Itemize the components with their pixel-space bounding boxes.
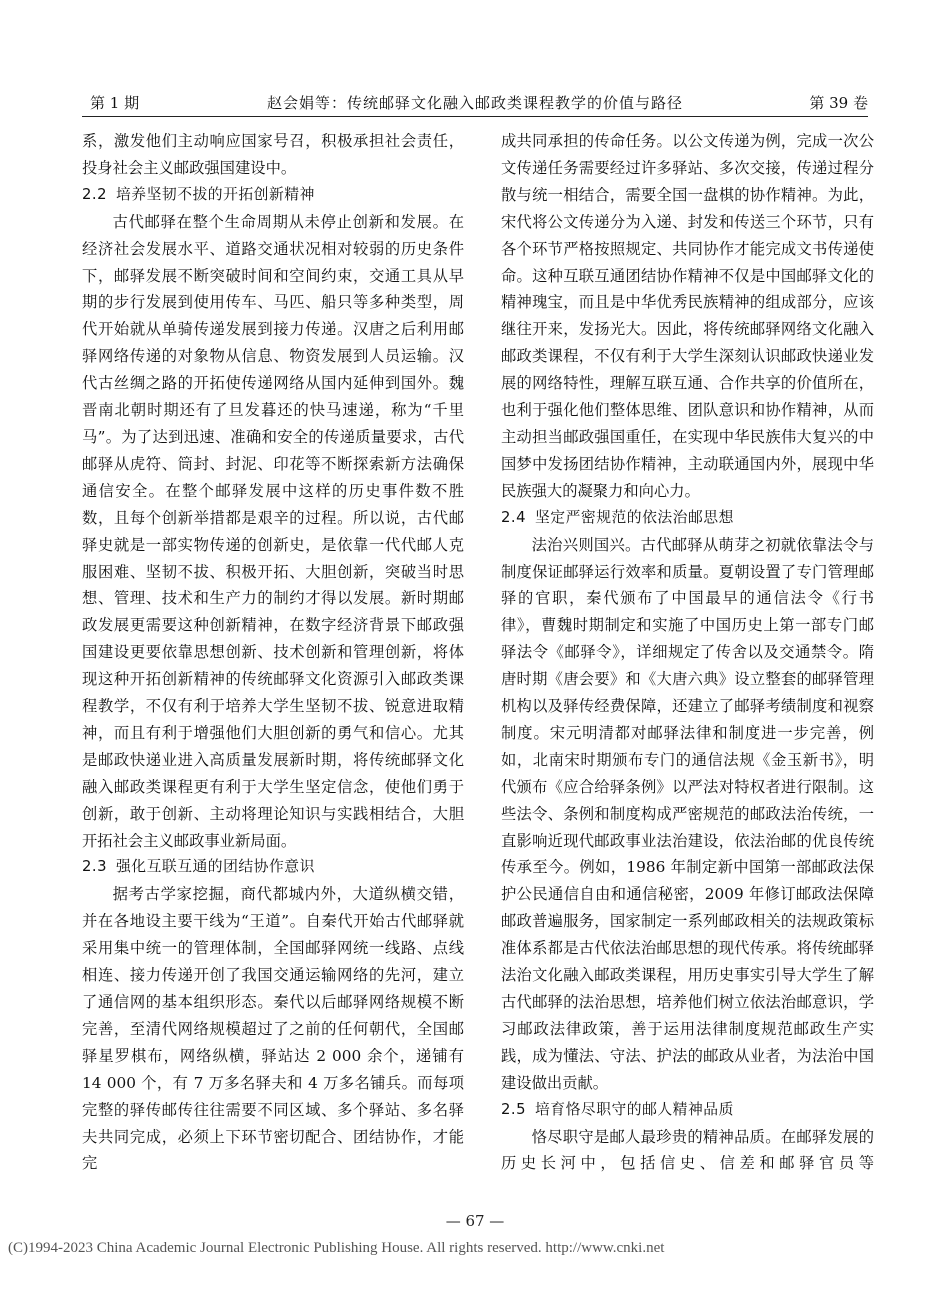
right-column [501, 128, 874, 1177]
left-column [82, 128, 464, 1177]
paragraph: 据考古学家挖掘，商代都城内外，大道纵横交错，并在各地设主要干线为“王道”。自秦代开始古代邮驿就采用集中统一的管理体制，全国邮驿网统一线路、点线相连、接力传递开创了我国交通运输网络的先河，建立了通信网的基本组织形态。秦代以后邮驿网络规模不断完善，至清代网络规模超过了之前的任何朝代，全国邮驿星罗棋布，网络纵横，驿站达 2 000 余个，递铺有 14 000 个，有 7 万多名驿夫和 4 万多名铺兵。而每项完整的驿传邮传往往需要不同区域、多个驿站、多名驿夫共同完成，必须上下环节密切配合、团结协作，才能完 [82, 885, 464, 1173]
copyright-notice: (C)1994-2023 China Academic Journal Electronic Publishing House. All rights reserved. http://www.cnki.net [8, 1240, 665, 1256]
paragraph: 成共同承担的传命任务。以公文传递为例，完成一次公文传递任务需要经过许多驿站、多次交接，传递过程分散与统一相结合，需要全国一盘棋的协作精神。为此，宋代将公文传递分为入递、封发和传送三个环节，只有各个环节严格按照规定、共同协作才能完成文书传递使命。这种互联互通团结协作精神不仅是中国邮驿文化的精神瑰宝，而且是中华优秀民族精神的组成部分，应该继往开来，发扬光大。因此，将传统邮驿网络文化融入邮政类课程，不仅有利于大学生深刻认识邮政快递业发展的网络特性，理解互联互通、合作共享的价值所在，也利于强化他们整体思维、团队意识和协作精神，从而主动担当邮政强国重任，在实现中华民族伟大复兴的中国梦中发扬团结协作精神，主动联通国内外，展现中华民族强大的凝聚力和向心力。 [501, 132, 874, 500]
running-header [82, 92, 868, 114]
section-title: 强化互联互通的团结协作意识 [116, 858, 315, 876]
paragraph: 恪尽职守是邮人最珍贵的精神品质。在邮驿发展的历史长河中，包括信史、信差和邮驿官员等 [501, 1127, 874, 1173]
section-title: 培育恪尽职守的邮人精神品质 [535, 1100, 734, 1118]
section-heading-2-4 [501, 505, 874, 532]
section-number: 2.5 [501, 1100, 527, 1118]
section-title: 坚定严密规范的依法治邮思想 [535, 508, 734, 526]
paragraph: 古代邮驿在整个生命周期从未停止创新和发展。在经济社会发展水平、道路交通状况相对较弱的历史条件下，邮驿发展不断突破时间和空间约束，交通工具从早期的步行发展到使用传车、马匹、船只等多种类型，周代开始就从单骑传递发展到接力传递。汉唐之后利用邮驿网络传递的对象物从信息、物资发展到人员运输。汉代古丝绸之路的开拓使传递网络从国内延伸到国外。魏晋南北朝时期还有了旦发暮还的快马速递，称为“千里马”。为了达到迅速、准确和安全的传递质量要求，古代邮驿从虎符、筒封、封泥、印花等不断探索新方法确保通信安全。在整个邮驿发展中这样的历史事件数不胜数，且每个创新举措都是艰辛的过程。所以说，古代邮驿史就是一部实物传递的创新史，是依靠一代代邮人克服困难、坚韧不拔、积极开拓、大胆创新，突破当时思想、管理、技术和生产力的制约才得以发展。新时期邮政发展更需要这种创新精神，在数字经济背景下邮政强国建设更要依靠思想创新、技术创新和管理创新，将体现这种开拓创新精神的传统邮驿文化资源引入邮政类课程教学，不仅有利于培养大学生坚韧不拔、锐意进取精神，而且有利于增强他们大胆创新的勇气和信心。尤其是邮政快递业进入高质量发展新时期，将传统邮驿文化融入邮政类课程更有利于大学生坚定信念，使他们勇于创新，敢于创新、主动将理论知识与实践相结合，大胆开拓社会主义邮政事业新局面。 [82, 212, 464, 850]
header-rule [82, 116, 868, 117]
section-heading-2-2 [82, 182, 464, 209]
section-heading-2-3 [82, 854, 464, 881]
section-number: 2.2 [82, 185, 108, 203]
section-title: 培养坚韧不拔的开拓创新精神 [116, 185, 315, 203]
section-number: 2.4 [501, 508, 527, 526]
section-number: 2.3 [82, 858, 108, 876]
section-heading-2-5 [501, 1097, 874, 1124]
running-title: 赵会娟等：传统邮驿文化融入邮政类课程教学的价值与路径 [266, 94, 683, 112]
volume-number: 第 39 卷 [809, 94, 868, 112]
paragraph: 法治兴则国兴。古代邮驿从萌芽之初就依靠法令与制度保证邮驿运行效率和质量。夏朝设置了专门管理邮驿的官职，秦代颁布了中国最早的通信法令《行书律》，曹魏时期制定和实施了中国历史上第一部专门邮驿法令《邮驿令》，详细规定了传舍以及交通禁令。隋唐时期《唐会要》和《大唐六典》设立整套的邮驿管理机构以及驿传经费保障，还建立了邮驿考绩制度和视察制度。宋元明清都对邮驿法律和制度进一步完善，例如，北南宋时期颁布专门的通信法规《金玉新书》，明代颁布《应合给驿条例》以严法对特权者进行限制。这些法令、条例和制度构成严密规范的邮政法治传统，一直影响近现代邮政事业法治建设，依法治邮的优良传统传承至今。例如，1986 年制定新中国第一部邮政法保护公民通信自由和通信秘密，2009 年修订邮政法保障邮政普遍服务，国家制定一系列邮政相关的法规政策标准体系都是古代依法治邮思想的现代传承。将传统邮驿法治文化融入邮政类课程，用历史事实引导大学生了解古代邮驿的法治思想，培养他们树立依法治邮意识，学习邮政法律政策，善于运用法律制度规范邮政生产实践，成为懂法、守法、护法的邮政从业者，为法治中国建设做出贡献。 [501, 535, 874, 1092]
paragraph: 系，激发他们主动响应国家号召，积极承担社会责任，投身社会主义邮政强国建设中。 [82, 132, 464, 177]
issue-number: 第 1 期 [90, 94, 140, 112]
page-number: — 67 — [445, 1212, 505, 1230]
